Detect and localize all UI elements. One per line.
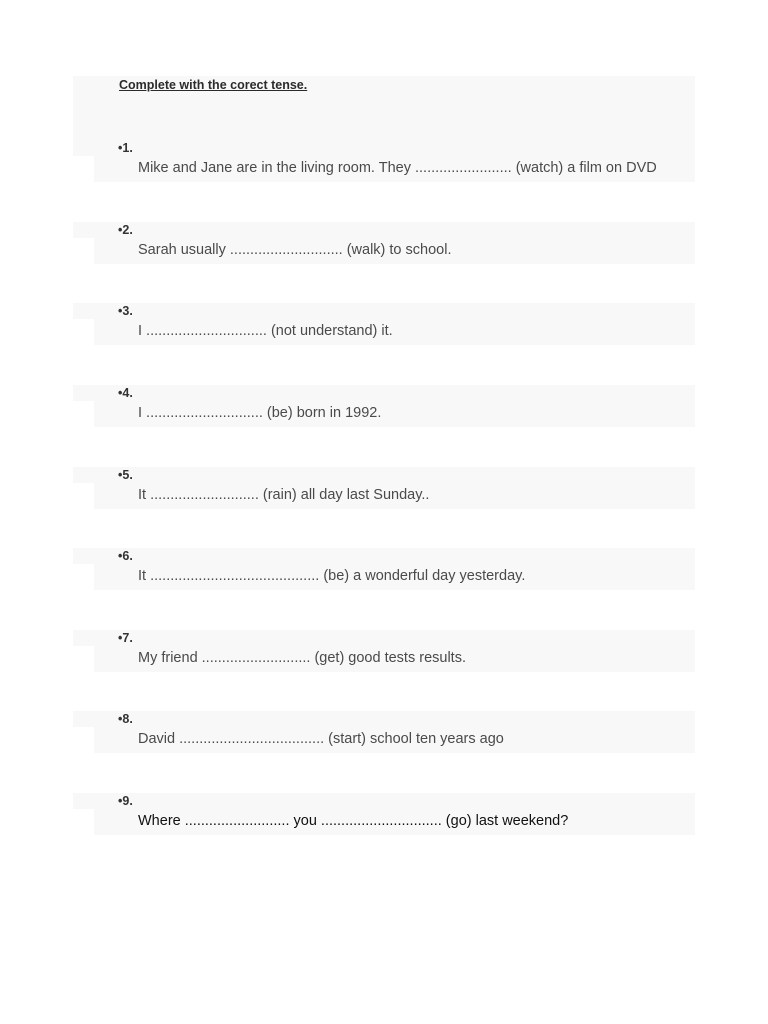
number-strip (73, 385, 695, 401)
exercise-item-5 (73, 467, 695, 513)
exercise-item-3 (73, 303, 695, 349)
item-number: •6. (118, 549, 133, 563)
item-sentence: I .............................. (not understand) it. (138, 323, 393, 339)
item-sentence: David .................................... (start) school ten years ago (138, 731, 504, 747)
title-block (73, 76, 695, 146)
exercise-item-2 (73, 222, 695, 268)
number-strip (73, 793, 695, 809)
item-sentence: It ........................... (rain) all day last Sunday.. (138, 487, 430, 503)
exercise-item-9 (73, 793, 695, 839)
exercise-item-8 (73, 711, 695, 757)
item-number: •5. (118, 468, 133, 482)
number-strip (73, 467, 695, 483)
number-strip (73, 548, 695, 564)
exercise-item-1 (73, 140, 695, 186)
item-number: •4. (118, 386, 133, 400)
exercise-item-7 (73, 630, 695, 676)
item-number: •1. (118, 141, 133, 155)
item-sentence: My friend ........................... (get) good tests results. (138, 650, 466, 666)
item-sentence: I ............................. (be) born in 1992. (138, 405, 382, 421)
number-strip (73, 711, 695, 727)
exercise-item-4 (73, 385, 695, 431)
number-strip (73, 140, 695, 156)
number-strip (73, 222, 695, 238)
item-sentence: Where .......................... you .............................. (go) last weekend? (138, 813, 569, 829)
item-sentence: Sarah usually ............................ (walk) to school. (138, 242, 452, 258)
number-strip (73, 630, 695, 646)
item-number: •8. (118, 712, 133, 726)
item-sentence: It .......................................... (be) a wonderful day yesterday. (138, 568, 526, 584)
item-number: •9. (118, 794, 133, 808)
item-sentence: Mike and Jane are in the living room. They ........................ (watch) a film on DVD (138, 160, 657, 176)
item-number: •7. (118, 631, 133, 645)
exercise-item-6 (73, 548, 695, 594)
worksheet-title: Complete with the corect tense. (119, 78, 308, 92)
number-strip (73, 303, 695, 319)
item-number: •3. (118, 304, 133, 318)
item-number: •2. (118, 223, 133, 237)
